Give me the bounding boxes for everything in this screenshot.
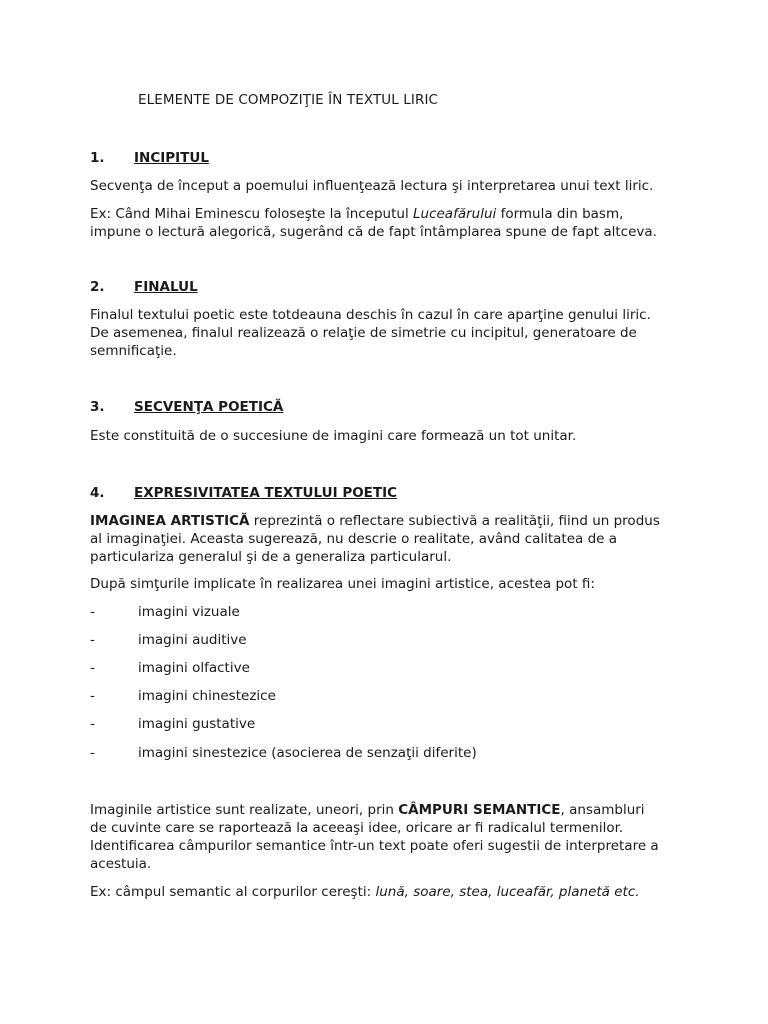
paragraph <box>90 306 690 360</box>
paragraph-line: , ansambluri <box>560 802 645 818</box>
paragraph-line: de cuvinte care se raportează la aceeaşi idee, oricare ar fi radicalul termenilor. <box>90 820 624 836</box>
list-item <box>90 745 477 761</box>
section-number: 2. <box>90 279 105 295</box>
list-item <box>90 688 276 704</box>
list-dash: - <box>90 745 95 761</box>
list-item-text: imagini sinestezice (asocierea de senzaţii diferite) <box>138 745 477 761</box>
list-item-text: imagini olfactive <box>138 660 250 676</box>
paragraph-line: particulariza generalul şi de a generaliza particularul. <box>90 549 452 565</box>
list-dash: - <box>90 632 95 648</box>
example-paragraph <box>90 205 690 241</box>
section-heading-incipitul <box>90 150 209 166</box>
list-item-text: imagini gustative <box>138 716 256 732</box>
list-dash: - <box>90 688 95 704</box>
example-italic: lună, soare, stea, luceafăr, planetă etc. <box>375 884 640 900</box>
section-title: EXPRESIVITATEA TEXTULUI POETIC <box>134 485 398 501</box>
section-heading-secventa-poetica <box>90 399 283 415</box>
paragraph: După simţurile implicate în realizarea unei imagini artistice, acestea pot fi: <box>90 576 595 592</box>
paragraph-line: Finalul textului poetic este totdeauna deschis în cazul în care aparţine genului liric. <box>90 307 651 323</box>
section-title: SECVENŢA POETICĂ <box>134 399 284 415</box>
paragraph-line: acestuia. <box>90 856 152 872</box>
image-definition-paragraph <box>90 512 690 566</box>
bold-term: CÂMPURI SEMANTICE <box>398 802 561 818</box>
section-title: FINALUL <box>134 279 198 295</box>
list-item <box>90 660 250 676</box>
document-title: ELEMENTE DE COMPOZIŢIE ÎN TEXTUL LIRIC <box>138 92 439 108</box>
section-title: INCIPITUL <box>134 150 209 166</box>
list-dash: - <box>90 660 95 676</box>
list-item <box>90 604 240 620</box>
section-heading-expresivitatea <box>90 485 397 501</box>
list-dash: - <box>90 716 95 732</box>
section-number: 3. <box>90 399 105 415</box>
example-italic: Luceafărului <box>413 206 497 222</box>
paragraph-line: De asemenea, finalul realizează o relaţie de simetrie cu incipitul, generatoare de <box>90 325 637 341</box>
paragraph: Este constituită de o succesiune de imagini care formează un tot unitar. <box>90 428 577 444</box>
example-text: Ex: Când Mihai Eminescu foloseşte la începutul <box>90 206 413 222</box>
paragraph-line: al imaginaţiei. Aceasta sugerează, nu descrie o realitate, având calitatea de a <box>90 531 618 547</box>
paragraph-line: reprezintă o reflectare subiectivă a realităţii, fiind un produs <box>249 513 660 529</box>
list-dash: - <box>90 604 95 620</box>
paragraph: Secvenţa de început a poemului influenţează lectura şi interpretarea unui text liric. <box>90 178 654 194</box>
example-text: Ex: câmpul semantic al corpurilor cereşti: <box>90 884 376 900</box>
paragraph-line: Identificarea câmpurilor semantice într-un text poate oferi sugestii de interpretare a <box>90 838 659 854</box>
semantic-example-paragraph <box>90 883 690 901</box>
list-item <box>90 716 255 732</box>
list-item-text: imagini auditive <box>138 632 247 648</box>
example-text: formula din basm, <box>496 206 624 222</box>
bold-term: IMAGINEA ARTISTICĂ <box>90 513 250 529</box>
section-number: 4. <box>90 485 105 501</box>
section-number: 1. <box>90 150 105 166</box>
section-heading-finalul <box>90 279 198 295</box>
list-item-text: imagini vizuale <box>138 604 240 620</box>
list-item <box>90 632 247 648</box>
paragraph-line: Imaginile artistice sunt realizate, uneori, prin <box>90 802 399 818</box>
list-item-text: imagini chinestezice <box>138 688 276 704</box>
paragraph-line: semnificaţie. <box>90 343 177 359</box>
example-text: impune o lectură alegorică, sugerând că de fapt întâmplarea spune de fapt altceva. <box>90 224 657 240</box>
semantic-fields-paragraph <box>90 801 690 873</box>
